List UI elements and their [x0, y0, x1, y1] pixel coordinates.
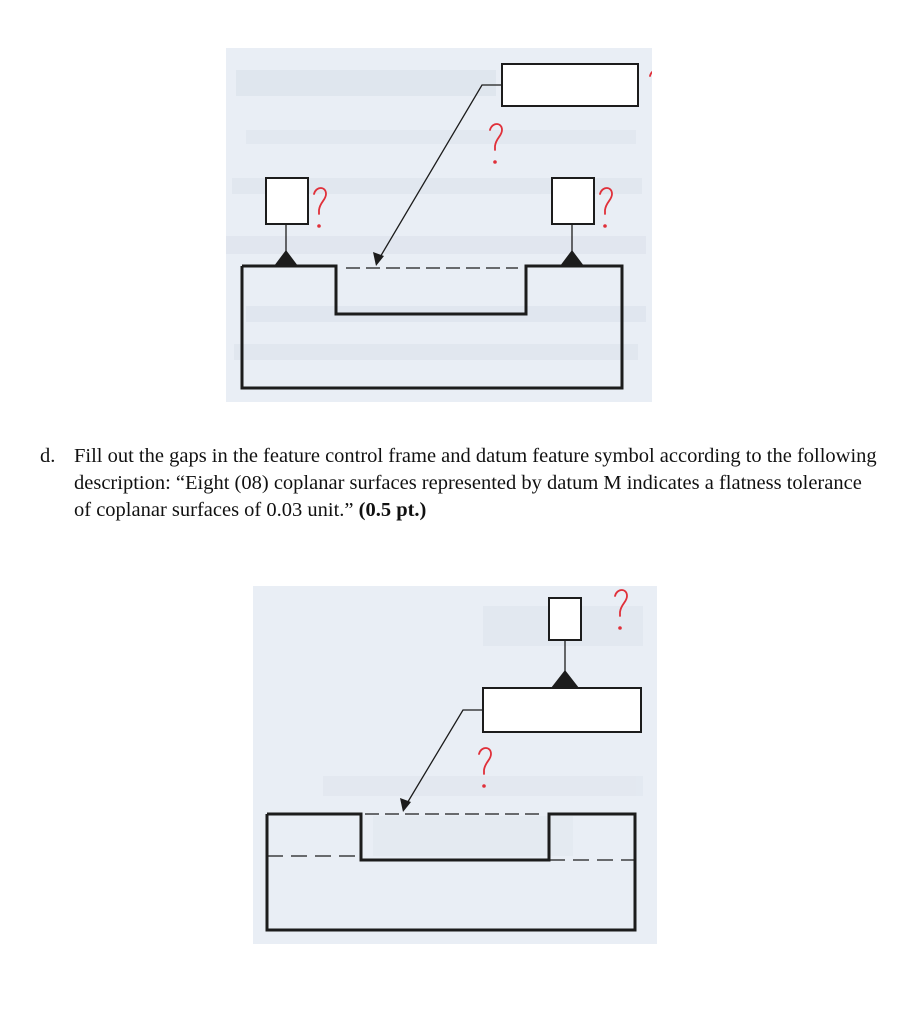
upper-drawing-svg: [226, 48, 652, 402]
datum-box: [549, 598, 581, 640]
datum-box-right: [552, 178, 594, 224]
lower-drawing: [253, 586, 657, 944]
question-text: Fill out the gaps in the feature control frame and datum feature symbol according to the following description: “Eight (08) coplanar surfaces represented by datum M indicates a flatness tolerance of coplanar surfaces of 0.03 unit.”: [74, 445, 877, 521]
lower-drawing-svg: [253, 586, 657, 944]
datum-box-left: [266, 178, 308, 224]
feature-control-frame: [502, 64, 638, 106]
question-body: [74, 443, 882, 524]
question-letter: d.: [40, 445, 56, 467]
upper-drawing: [226, 48, 652, 402]
question-points: (0.5 pt.): [358, 499, 427, 521]
feature-control-frame: [483, 688, 641, 732]
